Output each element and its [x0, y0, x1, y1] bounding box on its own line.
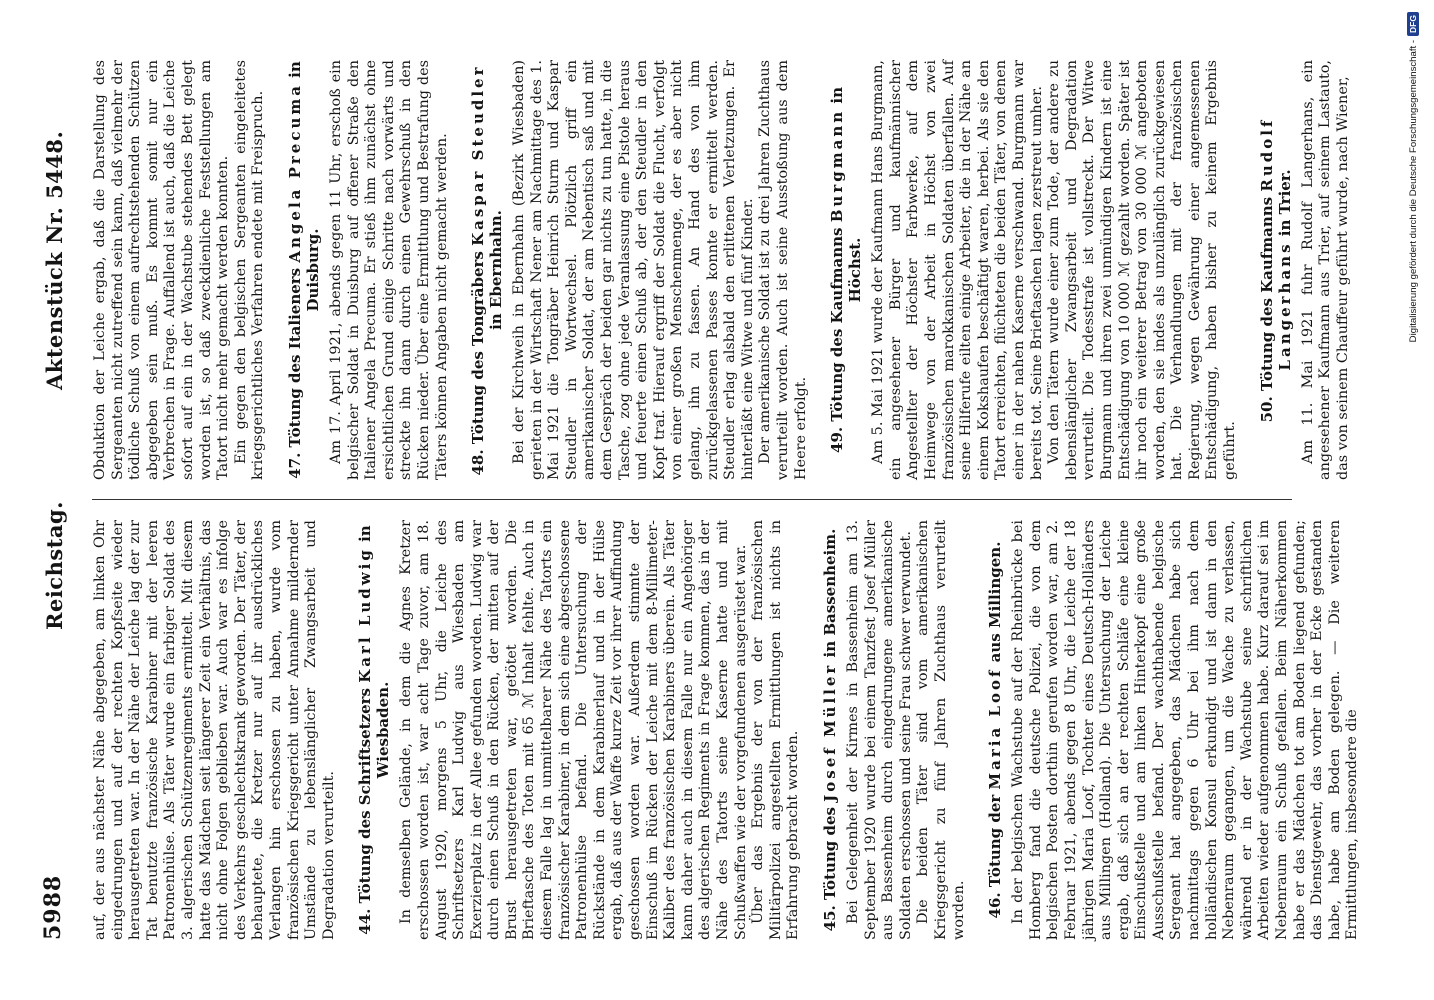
section-name: Kaspar Steudler [469, 64, 488, 246]
section-number: 46. [986, 892, 1005, 919]
intro-paragraph: Ein gegen den belgischen Sergeanten eingeleitetes kriegsgerichtliches Verfahren endete mit Freispruch. [232, 60, 267, 480]
section-name: Burgmann [828, 108, 847, 223]
intro-paragraph: auf, der aus nächster Nähe abgegeben, am linken Ohr eingedrungen und auf der rechten Kopfseite wieder herausgetreten war. In der Nähe der Leiche lag der zur Tat benutzte französische Karabiner mit der leeren Patronenhülse. Als Täter wurde ein farbiger Soldat des 3. algerischen Schützenregiments ermittelt. Mit diesem hatte das Mädchen seit längerer Zeit ein Verhältnis, das nicht ohne Folgen geblieben war. Auch war es infolge des Verkehrs geschlechtskrank geworden. Der Täter, der behauptete, die Kretzer nur auf ihr ausdrückliches Verlangen hin erschossen zu haben, wurde vom französischen Kriegsgericht unter Annahme mildernder Umstände zu lebenslänglicher Zwangsarbeit und Degradation verurteilt. [92, 520, 337, 940]
section-name: Angela Precuma [285, 83, 304, 263]
section-paragraph: Bei der Kirchweih in Ebernhahn (Bezirk Wiesbaden) gerieten in der Wirtschaft Nener am Nachmittage des 1. Mai 1921 die Tongräber Heinrich Sturm und Kaspar Steudler in Wortwechsel. Plötzlich griff ein amerikanischer Soldat, der am Nebentisch saß und mit dem Gespräch der beiden gar nichts zu tun hatte, in die Tasche, zog ohne jede Veranlassung eine Pistole heraus und feuerte einen Schuß ab, der den Steudler in den Kopf traf. Hierauf ergriff der Soldat die Flucht, verfolgt von einer großen Menschenmenge, der es aber nicht gelang, ihn zu fassen. An Hand des von ihm zurückgelassenen Passes konnte er ermittelt werden. Steudler erlag alsbald den erlittenen Verletzungen. Er hinterläßt eine Witwe und fünf Kinder. [511, 60, 756, 480]
section-heading [356, 520, 392, 940]
section-name: Josef Müller [820, 662, 839, 802]
section-place: aus Millingen. [986, 541, 1005, 663]
section-heading [821, 520, 839, 940]
page-header [38, 40, 78, 960]
section-paragraph: In demselben Gelände, in dem die Agnes Kretzer erschossen worden ist, war acht Tage zuvor, am 18. August 1920, morgens 5 Uhr, die Leiche des Schriftsetzers Karl Ludwig aus Wiesbaden am Exerzierplatz in der Allee gefunden worden. Ludwig war durch einen Schuß in den Rücken, der mitten auf der Brust herausgetreten war, getötet worden. Die Brieftasche des Toten mit 65 ℳ Inhalt fehlte. Auch in diesem Falle lag in unmittelbarer Nähe des Tatorts ein französischer Karabiner, in dem sich eine abgeschossene Patronenhülse befand. Die Untersuchung der Rückstände in dem Karabinerlauf und in der Hülse ergab, daß aus der Waffe kurze Zeit vor ihrer Auffindung geschossen worden war. Außerdem stimmte der Einschuß im Rücken der Leiche mit dem 8-Millimeter-Kaliber des französischen Karabiners überein. Als Täter kann daher auch in diesem Falle nur ein Angehöriger des algerischen Regiments in Frage kommen, das in der Nähe des Tatorts seine Kaserne hatte und mit Schußwaffen wie der vorgefundenen ausgerüstet war. [398, 520, 749, 940]
section-number: 44. [356, 908, 375, 935]
section-name: Maria Loof [986, 667, 1005, 790]
section-title: Tötung des [820, 807, 839, 901]
section-place: in Höchst. [828, 87, 865, 303]
dfg-logo: DFG [1407, 12, 1419, 36]
section-number: 45. [820, 905, 839, 932]
section-number: 50. [1257, 396, 1276, 423]
intro-paragraph: Obduktion der Leiche ergab, daß die Darstellung des Sergeanten nicht zutreffend sein kann, daß vielmehr der tödliche Schuß von einem aufrechtstehenden Schützen abgegeben sein muß. Es kommt somit nur ein Verbrechen in Frage. Auffallend ist auch, daß die Leiche sofort auf ein in der Wachstube stehendes Bett gelegt worden ist, so daß zweckdienliche Feststellungen am Tatort nicht mehr gemacht werden konnten. [92, 60, 232, 480]
section-paragraph: In der belgischen Wachstube auf der Rheinbrücke bei Homberg fand die deutsche Polizei, die von dem belgischen Posten dorthin gerufen worden war, am 2. Februar 1921, abends gegen 8 Uhr, die Leiche der 18 jährigen Maria Loof, Tochter eines Deutsch-Holländers aus Millingen (Holland). Die Untersuchung der Leiche ergab, daß sich an der rechten Schläfe eine kleine Einschußstelle und am linken Hinterkopf eine große Ausschußstelle befand. Der wachthabende belgische Sergeant hat angegeben, das Mädchen habe sich nachmittags gegen 6 Uhr bei ihm nach dem holländischen Konsul erkundigt und ist dann in den Nebenraum gegangen, um die Wache zu verlassen, während er in der Wachstube seine schriftlichen Arbeiten wieder aufgenommen habe. Kurz darauf sei im Nebenraum ein Schuß gefallen. Beim Näherkommen habe er das Mädchen tot am Boden liegend gefunden; das Dienstgewehr, das vorher in der Ecke gestanden habe, habe am Boden gelegen. — Die weiteren Ermittlungen, insbesondere die [1010, 520, 1361, 940]
document-reference: Aktenstück Nr. 5448. [42, 130, 67, 390]
section-name: Karl Ludwig [356, 547, 375, 683]
section-paragraph: Bei Gelegenheit der Kirmes in Bassenheim am 13. September 1920 wurde bei einem Tanzfest Josef Müller aus Bassenheim durch eingedrungene amerikanische Soldaten erschossen und seine Frau schwer verwundet. [844, 520, 914, 940]
section-paragraph: Am 11. Mai 1921 fuhr Rudolf Langerhans, ein angesehener Kaufmann aus Trier, auf seinem Lastauto, das von seinem Chauffeur geführt wurde, nach Wiener, [1299, 60, 1351, 480]
section-heading [286, 60, 322, 480]
section-place: in Bassenheim. [820, 528, 839, 658]
section-heading [469, 60, 505, 480]
section-heading [1258, 60, 1294, 480]
section-paragraph: Am 5. Mai 1921 wurde der Kaufmann Hans Burgmann, ein angesehener Bürger und kaufmännischer Angestellter der Höchster Farbwerke, auf dem Heimwege von der Arbeit in Höchst von zwei französischen marokkanischen Soldaten überfallen. Auf seine Hilferufe eilten einige Arbeiter, die in der Nähe an einem Kokshaufen beschäftigt waren, herbei. Als sie den Tatort erreichten, flüchteten die beiden Täter, von denen einer in der nahen Kaserne verschwand. Burgmann war bereits tot. Seine Brieftaschen lagen zerstreut umher. [870, 60, 1045, 480]
right-column [92, 60, 1351, 480]
text-columns [92, 40, 1361, 940]
digitization-note [1407, 12, 1421, 972]
section-title: Tötung des Kaufmanns [828, 227, 847, 422]
section-title: Tötung des Italieners [285, 267, 304, 448]
section-paragraph: Der amerikanische Soldat ist zu drei Jahren Zuchthaus verurteilt worden. Auch ist seine Ausstoßung aus dem Heere erfolgt. [757, 60, 809, 480]
section-paragraph: Am 17. April 1921, abends gegen 11 Uhr, erschoß ein belgischer Soldat in Duisburg auf offener Straße den Italiener Angela Precuma. Er stieß ihm zunächst ohne ersichtlichen Grund einige Schritte nach vorwärts und streckte ihn dann durch einen Gewehrschuß in den Rücken nieder. Über eine Ermittlung und Bestrafung des Täters können Angaben nicht gemacht werden. [327, 60, 450, 480]
page-number: 5988 [40, 874, 66, 940]
section-paragraph: Über das Ergebnis der von der französischen Militärpolizei angestellten Ermittlungen ist nichts in Erfahrung gebracht worden. [750, 520, 802, 940]
section-heading [828, 60, 864, 480]
section-title: Tötung des Tongräbers [469, 251, 488, 445]
section-number: 49. [828, 426, 847, 453]
section-name: Rudolf Langerhans [1257, 117, 1294, 371]
section-number: 48. [469, 449, 488, 476]
section-title: Tötung des Schriftsetzers [356, 688, 375, 904]
section-place: in Duisburg. [285, 61, 322, 312]
section-title: Tötung der [986, 794, 1005, 888]
digitization-credit: Digitalisierung gefördert durch die Deutsche Forschungsgemeinschaft - [1407, 39, 1419, 343]
section-title: Tötung des Kaufmanns [1257, 196, 1276, 392]
section-paragraph: Die beiden Täter sind vom amerikanischen Kriegsgericht zu fünf Jahren Zuchthaus verurteilt worden. [915, 520, 967, 940]
section-heading [986, 520, 1004, 940]
left-column [92, 520, 1361, 940]
section-paragraph: Von den Tätern wurde einer zum Tode, der andere zu lebenslänglicher Zwangsarbeit und Degradation verurteilt. Die Todesstrafe ist vollstreckt. Der Witwe Burgmann und ihren zwei unmündigen Kindern ist eine Entschädigung von 10 000 ℳ gezahlt worden. Später ist ihr noch ein weiterer Betrag von 30 000 ℳ angeboten worden, den sie indes als unzulänglich zurückgewiesen hat. Die Verhandlungen mit der französischen Regierung, wegen Gewährung einer angemessenen Entschädigung, haben bisher zu keinem Ergebnis geführt. [1046, 60, 1239, 480]
column-divider [92, 499, 1292, 500]
section-place: in Wiesbaden. [356, 525, 393, 779]
section-place: in Trier. [1275, 169, 1294, 237]
section-place: in Ebernhahn. [487, 210, 506, 330]
section-number: 47. [285, 452, 304, 479]
running-title: Reichstag. [42, 501, 67, 630]
